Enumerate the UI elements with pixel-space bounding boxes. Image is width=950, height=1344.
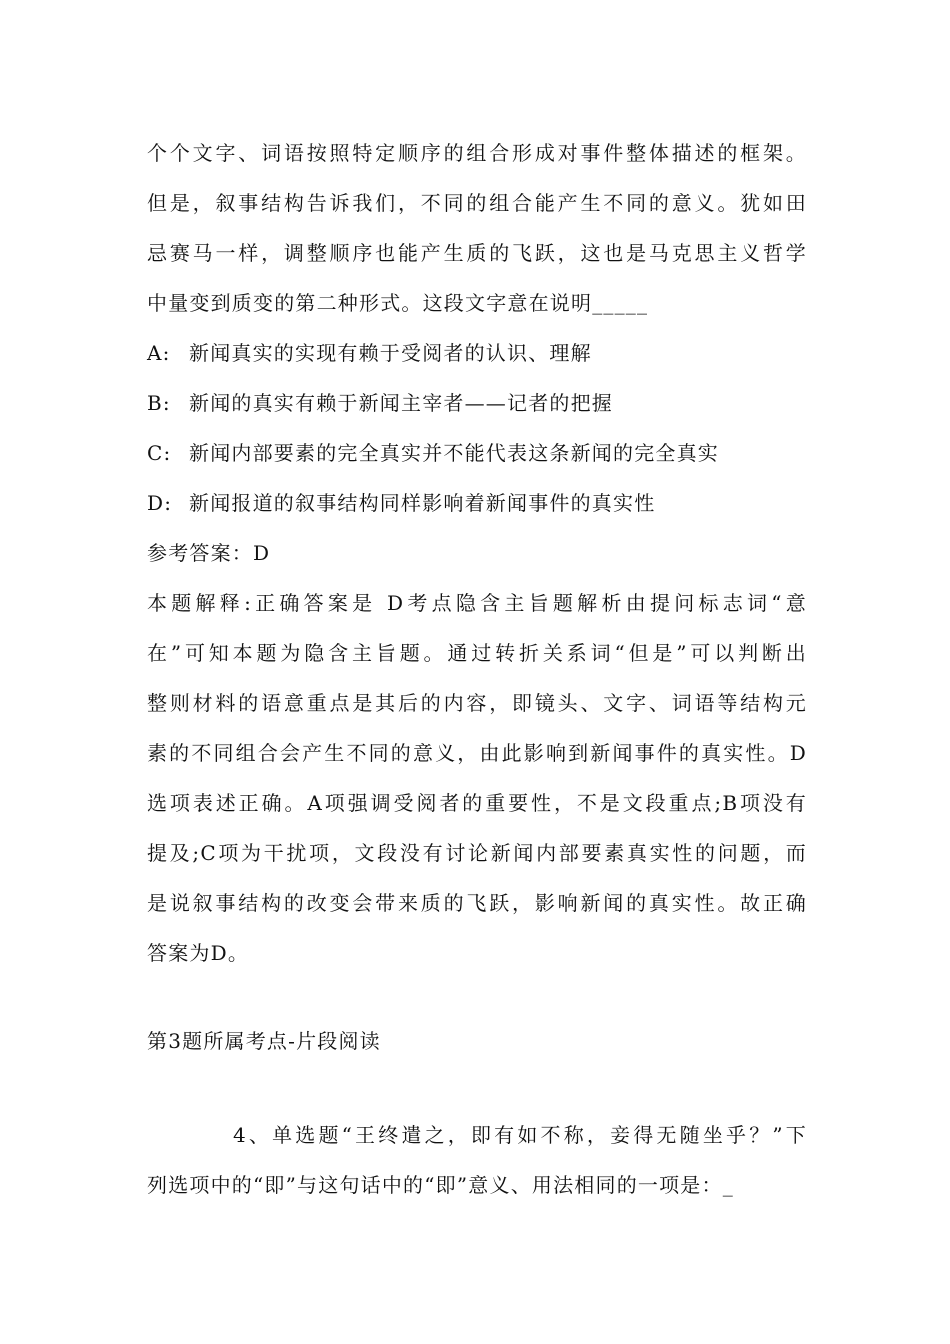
option-a-label: A: <box>147 341 171 365</box>
explanation-line-7: 是说叙事结构的改变会带来质的飞跃，影响新闻的真实性。故正确 <box>147 891 807 915</box>
spacer <box>147 978 807 1016</box>
explanation-line-2: 在”可知本题为隐含主旨题。通过转折关系词“但是”可以判断出 <box>147 641 807 665</box>
option-b-text: 新闻的真实有赖于新闻主宰者——记者的把握 <box>189 391 613 415</box>
option-c-text: 新闻内部要素的完全真实并不能代表这条新闻的完全真实 <box>189 441 719 465</box>
option-c-label: C: <box>147 441 172 465</box>
question-line-2: 但是，叙事结构告诉我们，不同的组合能产生不同的意义。犹如田 <box>147 191 807 215</box>
next-question-line-1: 4、单选题“王终遣之，即有如不称，妾得无随坐乎？”下 <box>233 1123 807 1147</box>
explanation-line-1: 本题解释:正确答案是 D考点隐含主旨题解析由提问标志词“意 <box>147 591 807 615</box>
explanation-block <box>147 578 807 978</box>
option-d <box>147 478 807 528</box>
option-a-text: 新闻真实的实现有赖于受阅者的认识、理解 <box>189 341 592 365</box>
question-stem <box>147 128 807 328</box>
question-line-1: 个个文字、词语按照特定顺序的组合形成对事件整体描述的框架。 <box>147 141 807 165</box>
option-a <box>147 328 807 378</box>
next-question-line-2: 列选项中的“即”与这句话中的“即”意义、用法相同的一项是：_ <box>147 1173 734 1197</box>
option-d-text: 新闻报道的叙事结构同样影响着新闻事件的真实性 <box>189 491 656 515</box>
next-question <box>147 1110 807 1210</box>
explanation-line-3: 整则材料的语意重点是其后的内容，即镜头、文字、词语等结构元 <box>147 691 807 715</box>
explanation-line-8: 答案为D。 <box>147 941 250 965</box>
option-c <box>147 428 807 478</box>
explanation-line-6: 提及;C项为干扰项，文段没有讨论新闻内部要素真实性的问题，而 <box>147 841 807 865</box>
option-b-label: B: <box>147 391 171 415</box>
options-list <box>147 328 807 528</box>
option-d-label: D: <box>147 491 173 515</box>
document-page <box>147 128 807 1210</box>
option-b <box>147 378 807 428</box>
reference-answer: 参考答案：D <box>147 541 271 565</box>
question-line-4: 中量变到质变的第二种形式。这段文字意在说明_____ <box>147 291 649 315</box>
explanation-line-5: 选项表述正确。A项强调受阅者的重要性，不是文段重点;B项没有 <box>147 791 807 815</box>
explanation-line-4: 素的不同组合会产生不同的意义，由此影响到新闻事件的真实性。D <box>147 741 807 765</box>
question-line-3: 忌赛马一样，调整顺序也能产生质的飞跃，这也是马克思主义哲学 <box>147 241 807 265</box>
section-label: 第3题所属考点-片段阅读 <box>147 1029 381 1053</box>
spacer <box>147 1066 807 1110</box>
